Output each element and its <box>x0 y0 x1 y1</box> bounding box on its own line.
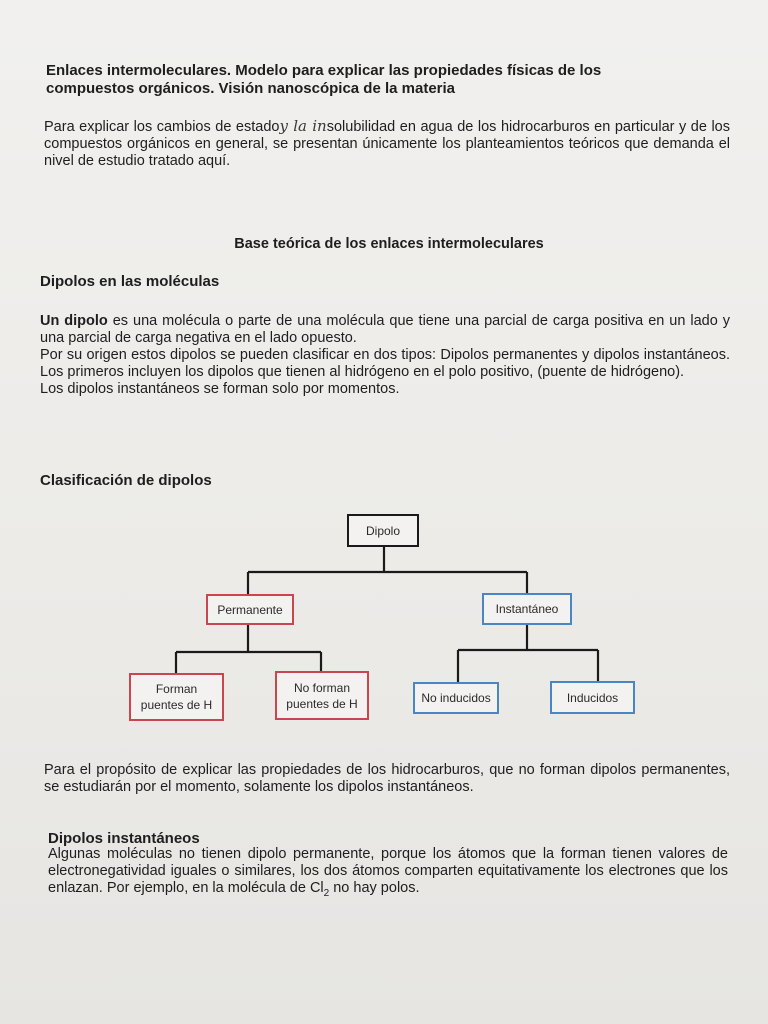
node-permanente <box>206 594 294 625</box>
dipole-term: Un dipolo <box>40 313 108 329</box>
dipole-definition-paragraph <box>40 313 730 347</box>
node-no-forman-puentes-h <box>275 671 369 720</box>
dipoles-heading: Dipolos en las moléculas <box>40 273 220 290</box>
dipole-origin: Por su origen estos dipolos se pueden clasificar en dos tipos: Dipolos permanentes y dipolos instantáneos. Los primeros incluyen los dipolos que tienen al hidrógeno en el polo positivo, (puente de hidrógeno). <box>40 347 730 380</box>
classification-heading: Clasificación de dipolos <box>40 472 212 489</box>
purpose-paragraph: Para el propósito de explicar las propiedades de los hidrocarburos, que no forman dipolos permanentes, se estudiarán por el momento, solamente los dipolos instantáneos. <box>44 762 730 795</box>
node-instantaneo <box>482 593 572 625</box>
node-no-inducidos <box>413 682 499 714</box>
node-forman-puentes-h <box>129 673 224 721</box>
instant-body-text: Algunas moléculas no tienen dipolo permanente, porque los átomos que la forman tienen valores de electronegatividad iguales o similares, los dos átomos comparten equitativamente los electrones que los enlazan. Por ejemplo, en la molécula de Cl <box>48 846 728 896</box>
dipole-instant-note: Los dipolos instantáneos se forman solo por momentos. <box>40 381 400 397</box>
node-dipolo <box>347 514 419 547</box>
instant-body-end: no hay polos. <box>329 880 420 896</box>
instant-dipoles-heading: Dipolos instantáneos <box>48 830 200 847</box>
document-title <box>46 62 736 98</box>
intro-paragraph <box>44 118 730 170</box>
dipoles-body <box>40 313 730 398</box>
node-instantaneo-label: Instantáneo <box>495 602 559 616</box>
node-dipolo-label: Dipolo <box>365 523 401 538</box>
handwritten-annotation: y la in <box>279 117 327 135</box>
chlorine-subscript: 2 <box>323 887 330 899</box>
node-no-inducidos-label: No inducidos <box>421 691 491 705</box>
node-forman-line1: Forman <box>155 682 198 696</box>
node-no-forman-line2: puentes de H <box>286 696 358 711</box>
dipole-definition: es una molécula o parte de una molécula que tiene una parcial de carga positiva en un lado y una parcial de carga negativa en el lado opuesto. <box>40 313 730 346</box>
instant-dipoles-body <box>48 846 728 902</box>
intro-text-start: Para explicar los cambios de estado <box>44 119 280 135</box>
node-forman-line2: puentes de H <box>140 698 213 712</box>
section-heading: Base teórica de los enlaces intermoleculares <box>234 236 544 252</box>
node-permanente-label: Permanente <box>217 602 283 617</box>
node-inducidos <box>550 681 635 714</box>
title-line-2: compuestos orgánicos. Visión nanoscópica de la materia <box>46 80 456 97</box>
node-no-forman-line1: No forman <box>293 680 351 695</box>
node-inducidos-label: Inducidos <box>566 690 619 705</box>
intro-text-end: solubilidad en agua de los hidrocarburos en particular y de los compuestos orgánicos en general, se presentan únicamente los planteamientos teóricos que demanda el nivel de estudio tratado aquí. <box>44 119 730 169</box>
title-line-1: Enlaces intermoleculares. Modelo para explicar las propiedades físicas de los <box>46 62 602 79</box>
